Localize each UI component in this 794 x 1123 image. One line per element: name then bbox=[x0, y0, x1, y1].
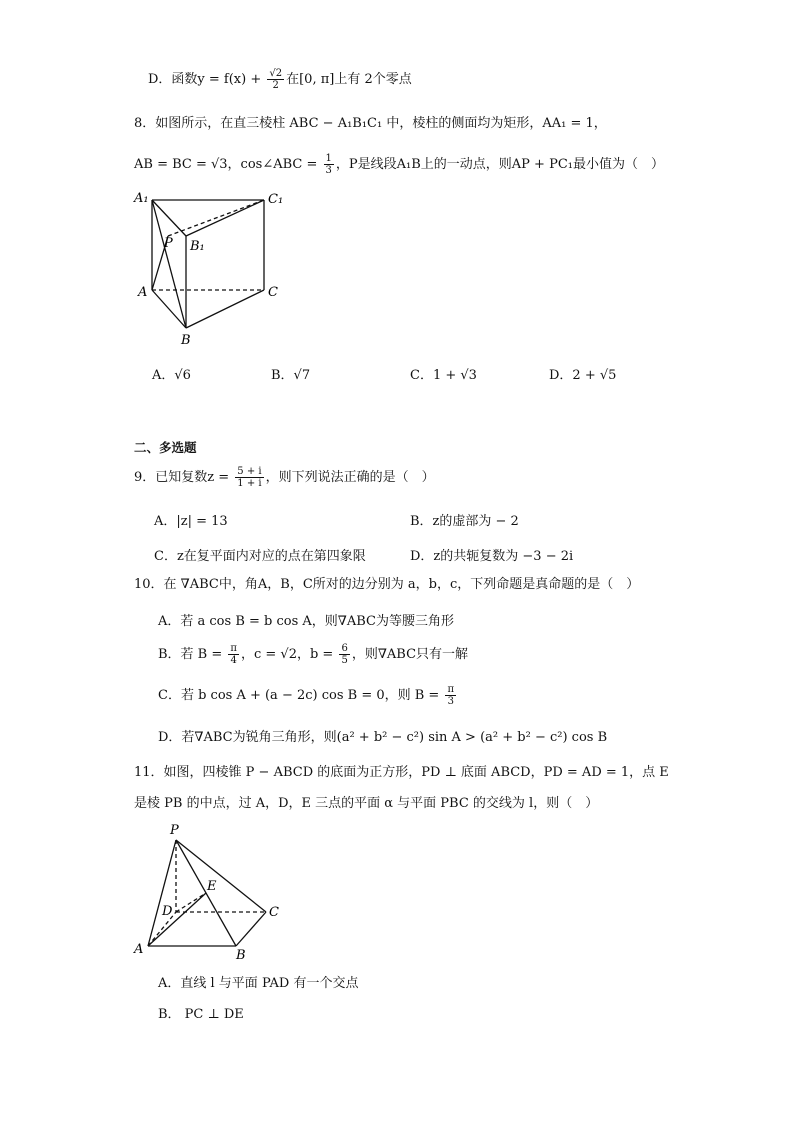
edge-b1c1 bbox=[186, 200, 264, 236]
fraction-denominator: 3 bbox=[447, 696, 454, 707]
label-b: B bbox=[236, 948, 246, 962]
label-p: P bbox=[164, 236, 173, 251]
q9-stem bbox=[134, 466, 435, 489]
fraction-numerator: √2 bbox=[269, 68, 283, 79]
q8-prism-figure bbox=[128, 188, 308, 348]
q8-option-b: B．√7 bbox=[271, 368, 311, 383]
q10-option-b bbox=[158, 643, 468, 666]
q8-stem-line2-a: AB = BC = √3，cos∠ABC = bbox=[134, 157, 322, 172]
q10-option-b-b: ，c = √2，b = bbox=[240, 647, 338, 662]
q8-fraction bbox=[324, 153, 334, 176]
q9-option-d: D．z的共轭复数为 −3 − 2i bbox=[410, 549, 574, 564]
q10-option-b-c: ，则∇ABC只有一解 bbox=[351, 647, 469, 662]
q8-option-d: D．2 + √5 bbox=[549, 368, 617, 383]
fraction-numerator: 1 bbox=[325, 153, 332, 164]
q10-option-c bbox=[158, 684, 458, 707]
q10-option-b-fraction2 bbox=[339, 643, 349, 666]
q10-stem: 10．在 ∇ABC中，角A，B，C所对的边分别为 a，b，c，下列命题是真命题的是（ ） bbox=[134, 577, 640, 592]
q9-stem-a: 9．已知复数z = bbox=[134, 470, 234, 485]
label-e: E bbox=[207, 879, 217, 894]
q9-option-a: A．|z| = 13 bbox=[154, 514, 228, 529]
segment-pc1 bbox=[168, 200, 264, 236]
q10-option-d: D．若∇ABC为锐角三角形，则(a² + b² − c²) sin A > (a² + b² − c²) cos B bbox=[158, 730, 608, 745]
q8-stem-line2 bbox=[134, 153, 664, 176]
fraction-denominator: 3 bbox=[325, 165, 332, 176]
label-b: B bbox=[181, 333, 191, 348]
q8-stem-line2-b: ，P是线段A₁B上的一动点，则AP + PC₁最小值为（ ） bbox=[335, 157, 664, 172]
q11-option-a: A．直线 l 与平面 PAD 有一个交点 bbox=[158, 976, 359, 991]
fraction-denominator: 1 + i bbox=[237, 478, 262, 489]
q8-stem-line1: 8．如图所示，在直三棱柱 ABC − A₁B₁C₁ 中，棱柱的侧面均为矩形，AA₁ = 1， bbox=[134, 116, 607, 131]
q9-fraction bbox=[235, 466, 263, 489]
edge-bc bbox=[236, 912, 266, 946]
segment-ae bbox=[148, 893, 206, 946]
label-d: D bbox=[162, 904, 173, 919]
q7-option-d-fraction bbox=[267, 68, 284, 91]
q8-option-a: A．√6 bbox=[152, 368, 191, 383]
section-title: 二、多选题 bbox=[134, 440, 197, 455]
q10-option-b-fraction1 bbox=[228, 643, 239, 666]
q7-option-d-tail: 在[0, π]上有 2个零点 bbox=[286, 72, 412, 87]
fraction-denominator: 5 bbox=[341, 655, 348, 666]
fraction-denominator: 4 bbox=[230, 655, 237, 666]
q9-option-c: C．z在复平面内对应的点在第四象限 bbox=[154, 549, 366, 564]
label-c1: C₁ bbox=[268, 192, 284, 207]
q8-option-c: C．1 + √3 bbox=[410, 368, 477, 383]
edge-pc bbox=[176, 840, 266, 912]
fraction-numerator: π bbox=[230, 643, 237, 654]
edge-bc bbox=[186, 290, 264, 328]
q10-option-c-a: C．若 b cos A + (a − 2c) cos B = 0，则 B = bbox=[158, 688, 444, 703]
fraction-numerator: π bbox=[447, 684, 455, 695]
q10-option-b-a: B．若 B = bbox=[158, 647, 227, 662]
label-b1: B₁ bbox=[190, 239, 205, 254]
label-a: A bbox=[134, 942, 144, 957]
q9-option-b: B．z的虚部为 − 2 bbox=[410, 514, 519, 529]
q11-pyramid-figure bbox=[130, 822, 290, 962]
segment-de-hidden bbox=[176, 893, 206, 912]
edge-pa bbox=[148, 840, 176, 946]
fraction-denominator: 2 bbox=[272, 80, 279, 91]
q10-option-a: A．若 a cos B = b cos A，则∇ABC为等腰三角形 bbox=[158, 614, 454, 629]
label-a: A bbox=[138, 285, 148, 300]
label-p: P bbox=[170, 823, 179, 838]
label-a1: A₁ bbox=[134, 191, 149, 206]
q11-stem-line2: 是棱 PB 的中点，过 A，D，E 三点的平面 α 与平面 PBC 的交线为 l，则（ ） bbox=[134, 796, 599, 811]
q11-stem-line1: 11．如图，四棱锥 P − ABCD 的底面为正方形，PD ⊥ 底面 ABCD，PD = AD = 1，点 E bbox=[134, 765, 669, 780]
q10-option-c-fraction bbox=[445, 684, 456, 707]
fraction-numerator: 6 bbox=[341, 643, 348, 654]
q9-stem-b: ，则下列说法正确的是（ ） bbox=[265, 470, 435, 485]
fraction-numerator: 5 + i bbox=[237, 466, 262, 477]
q7-option-d bbox=[148, 68, 412, 91]
label-c: C bbox=[268, 285, 278, 300]
label-c: C bbox=[269, 905, 279, 920]
q7-option-d-text: D．函数y = f(x) + bbox=[148, 72, 266, 87]
q11-option-b: B． PC ⊥ DE bbox=[158, 1007, 244, 1022]
